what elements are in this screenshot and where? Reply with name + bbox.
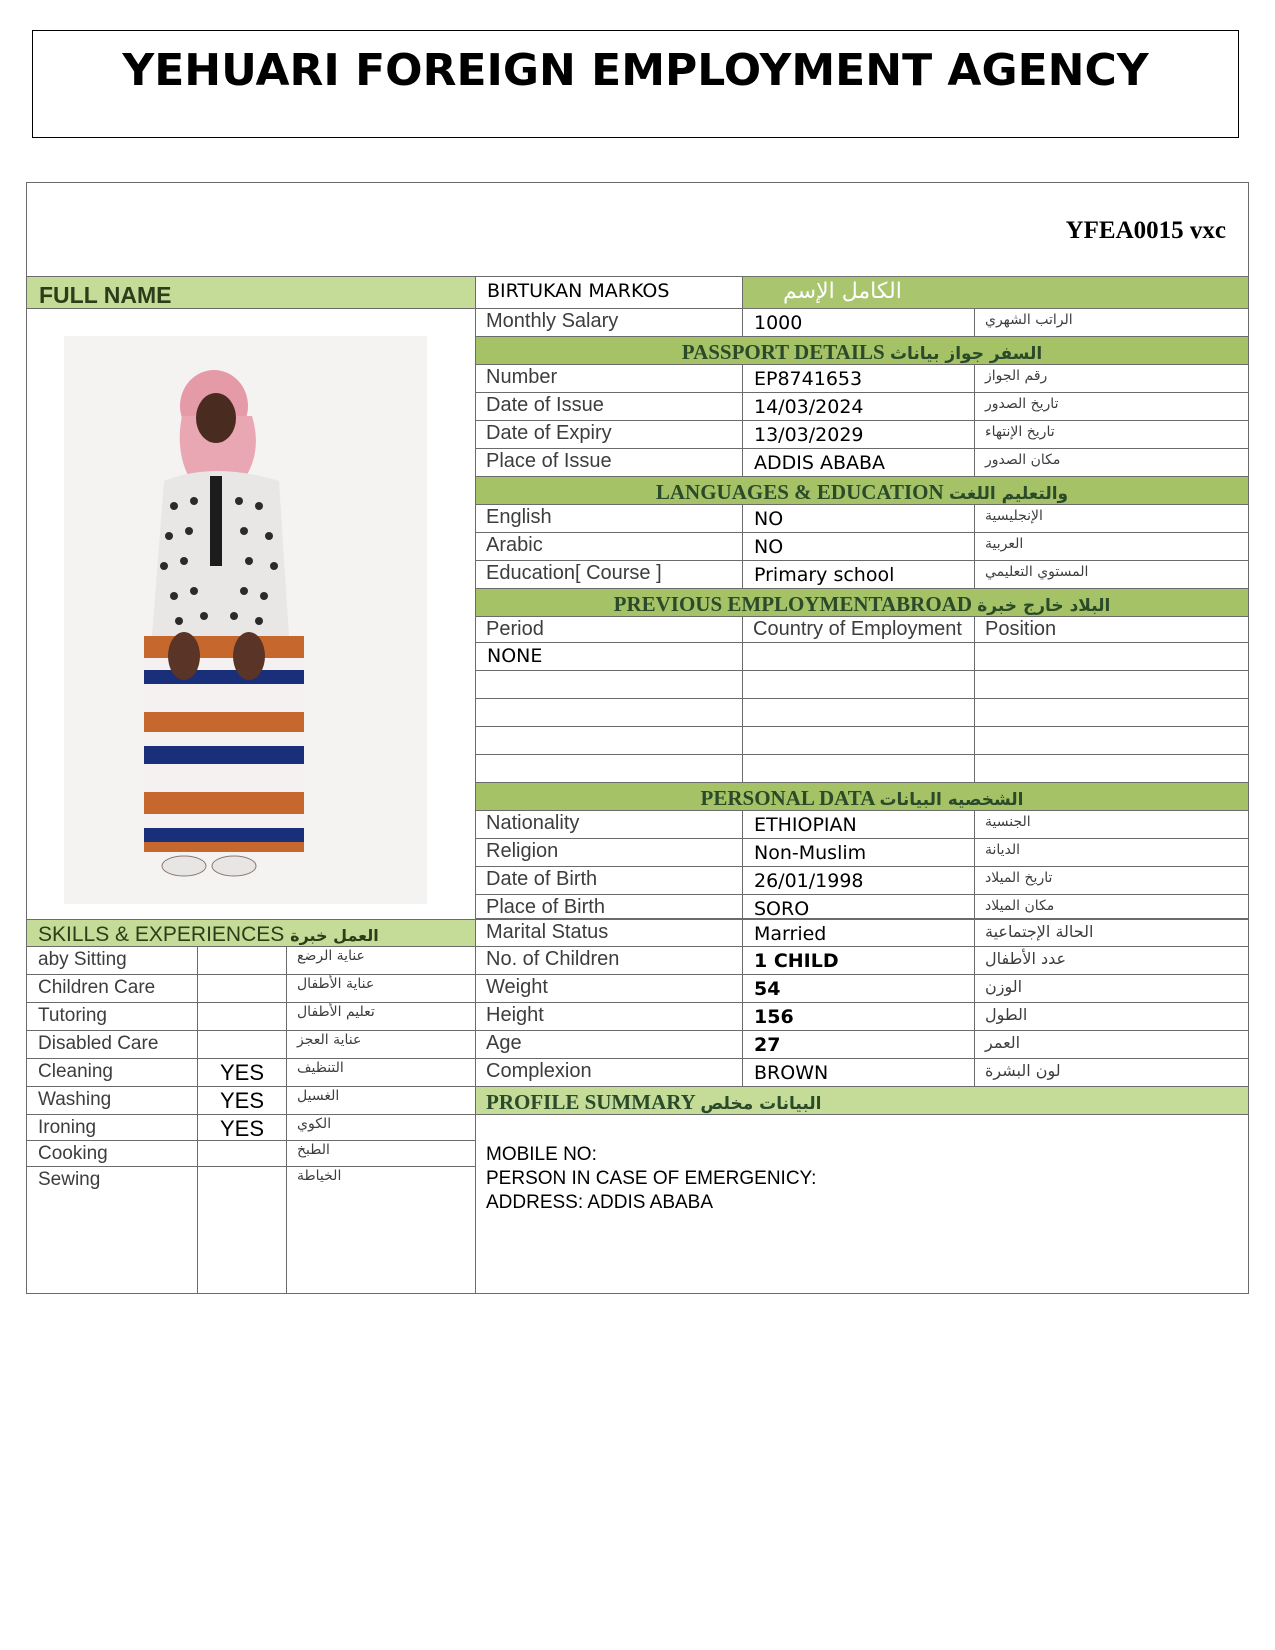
skill-tutoring-arabic: تعليم الأطفال: [287, 1003, 476, 1031]
skill-children-care-arabic: عناية الأطفال: [287, 975, 476, 1003]
personal-data-header-en: PERSONAL DATA: [700, 786, 875, 810]
languages-section-header: [476, 477, 1248, 505]
marital-status-label: Marital Status: [476, 919, 743, 947]
nationality-label: Nationality: [476, 811, 743, 839]
marital-status-value: Married: [743, 919, 975, 947]
date-of-birth-arabic: تاريخ الميلاد: [975, 867, 1248, 895]
employment-row-period: [476, 755, 743, 783]
skill-children-care-label: Children Care: [27, 975, 198, 1003]
passport-number-arabic: رقم الجواز: [975, 365, 1248, 393]
skill-sewing-value: [198, 1167, 287, 1293]
full-name-label: FULL NAME: [27, 276, 476, 309]
previous-employment-section-header: [476, 589, 1248, 617]
previous-employment-header-en: PREVIOUS EMPLOYMENTABROAD: [613, 592, 972, 616]
employment-row-period: NONE: [476, 643, 743, 671]
place-of-issue-label: Place of Issue: [476, 449, 743, 477]
passport-section-header: [476, 337, 1248, 365]
skill-cleaning-label: Cleaning: [27, 1059, 198, 1087]
employment-row-country: [743, 727, 975, 755]
employment-row-country: [743, 671, 975, 699]
profile-summary-body: [476, 1115, 1248, 1293]
employment-row-country: [743, 699, 975, 727]
skill-baby-sitting-label: aby Sitting: [27, 947, 198, 975]
skill-tutoring-value: [198, 1003, 287, 1031]
skills-header-en: SKILLS & EXPERIENCES: [38, 923, 285, 946]
monthly-salary-value: 1000: [743, 309, 975, 337]
place-of-birth-arabic: مكان الميلاد: [975, 895, 1248, 919]
full-name-value: BIRTUKAN MARKOS: [476, 276, 743, 309]
english-arabic: الإنجليسية: [975, 505, 1248, 533]
applicant-form: [26, 182, 1249, 1294]
profile-summary-header-ar: البيانات مخلص: [700, 1094, 822, 1114]
skill-sewing-arabic: الخياطة: [287, 1167, 476, 1293]
place-of-issue-value: ADDIS ABABA: [743, 449, 975, 477]
date-of-expiry-arabic: تاريخ الإنتهاء: [975, 421, 1248, 449]
place-of-birth-value: SORO: [743, 895, 975, 919]
age-value: 27: [743, 1031, 975, 1059]
date-of-expiry-value: 13/03/2029: [743, 421, 975, 449]
employment-row-period: [476, 671, 743, 699]
complexion-value: BROWN: [743, 1059, 975, 1087]
skill-cooking-value: [198, 1141, 287, 1167]
place-of-issue-arabic: مكان الصدور: [975, 449, 1248, 477]
employment-row-position: [975, 671, 1248, 699]
period-column-header: Period: [476, 617, 743, 643]
skill-children-care-value: [198, 975, 287, 1003]
date-of-birth-value: 26/01/1998: [743, 867, 975, 895]
children-count-arabic: عدد الأطفال: [975, 947, 1248, 975]
passport-header-en: PASSPORT DETAILS: [681, 340, 885, 364]
marital-status-arabic: الحالة الإجتماعية: [975, 919, 1248, 947]
employment-row-period: [476, 727, 743, 755]
passport-number-label: Number: [476, 365, 743, 393]
applicant-photo-figure: [64, 336, 427, 904]
date-of-issue-arabic: تاريخ الصدور: [975, 393, 1248, 421]
skill-cleaning-value: YES: [198, 1059, 287, 1087]
skill-washing-arabic: الغسيل: [287, 1087, 476, 1115]
languages-header-en: LANGUAGES & EDUCATION: [655, 480, 944, 504]
employment-row-position: [975, 699, 1248, 727]
skill-ironing-arabic: الكوي: [287, 1115, 476, 1141]
skill-ironing-value: YES: [198, 1115, 287, 1141]
complexion-label: Complexion: [476, 1059, 743, 1087]
children-count-value: 1 CHILD: [743, 947, 975, 975]
weight-label: Weight: [476, 975, 743, 1003]
address-line: ADDRESS: ADDIS ABABA: [486, 1192, 714, 1213]
date-of-issue-label: Date of Issue: [476, 393, 743, 421]
height-arabic: الطول: [975, 1003, 1248, 1031]
height-value: 156: [743, 1003, 975, 1031]
skill-cooking-label: Cooking: [27, 1141, 198, 1167]
skill-disabled-care-label: Disabled Care: [27, 1031, 198, 1059]
skill-cooking-arabic: الطبخ: [287, 1141, 476, 1167]
reference-code: YFEA0015 vxc: [1065, 217, 1226, 244]
skill-washing-value: YES: [198, 1087, 287, 1115]
religion-label: Religion: [476, 839, 743, 867]
arabic-value: NO: [743, 533, 975, 561]
agency-header: [32, 30, 1239, 138]
personal-data-header-ar: الشخصيه البيانات: [879, 790, 1024, 810]
employment-row-country: [743, 755, 975, 783]
skill-ironing-label: Ironing: [27, 1115, 198, 1141]
skill-disabled-care-arabic: عناية العجز: [287, 1031, 476, 1059]
profile-summary-header-en: PROFILE SUMMARY: [486, 1090, 696, 1114]
age-arabic: العمر: [975, 1031, 1248, 1059]
agency-name: YEHUARI FOREIGN EMPLOYMENT AGENCY: [122, 45, 1149, 96]
date-of-expiry-label: Date of Expiry: [476, 421, 743, 449]
nationality-value: ETHIOPIAN: [743, 811, 975, 839]
languages-header-ar: والتعليم اللغت: [948, 484, 1069, 504]
nationality-arabic: الجنسية: [975, 811, 1248, 839]
complexion-arabic: لون البشرة: [975, 1059, 1248, 1087]
employment-row-country: [743, 643, 975, 671]
employment-row-period: [476, 699, 743, 727]
monthly-salary-arabic-label: الراتب الشهري: [975, 309, 1248, 337]
passport-number-value: EP8741653: [743, 365, 975, 393]
position-column-header: Position: [975, 617, 1248, 643]
english-label: English: [476, 505, 743, 533]
arabic-arabic: العربية: [975, 533, 1248, 561]
religion-arabic: الديانة: [975, 839, 1248, 867]
employment-row-position: [975, 727, 1248, 755]
english-value: NO: [743, 505, 975, 533]
skill-cleaning-arabic: التنظيف: [287, 1059, 476, 1087]
emergency-contact-line: PERSON IN CASE OF EMERGENICY:: [486, 1168, 817, 1189]
place-of-birth-label: Place of Birth: [476, 895, 743, 919]
height-label: Height: [476, 1003, 743, 1031]
full-name-arabic-label: الكامل الإسم: [743, 276, 1248, 309]
religion-value: Non-Muslim: [743, 839, 975, 867]
monthly-salary-label: Monthly Salary: [476, 309, 743, 337]
skills-section-header: [27, 919, 476, 947]
employment-row-position: [975, 755, 1248, 783]
passport-header-ar: السفر جواز بياناث: [889, 344, 1043, 364]
mobile-number-line: MOBILE NO:: [486, 1144, 597, 1165]
weight-value: 54: [743, 975, 975, 1003]
previous-employment-header-ar: البلاد خارج خبرة: [977, 596, 1111, 616]
education-value: Primary school: [743, 561, 975, 589]
skill-disabled-care-value: [198, 1031, 287, 1059]
skills-header-ar: العمل خبرة: [290, 926, 379, 945]
applicant-photo: [64, 336, 427, 904]
skill-washing-label: Washing: [27, 1087, 198, 1115]
skill-sewing-label: Sewing: [27, 1167, 198, 1293]
education-arabic: المستوي التعليمي: [975, 561, 1248, 589]
skill-baby-sitting-value: [198, 947, 287, 975]
skill-baby-sitting-arabic: عناية الرضع: [287, 947, 476, 975]
arabic-label: Arabic: [476, 533, 743, 561]
employment-row-position: [975, 643, 1248, 671]
children-count-label: No. of Children: [476, 947, 743, 975]
date-of-birth-label: Date of Birth: [476, 867, 743, 895]
country-column-header: Country of Employment: [743, 617, 975, 643]
education-label: Education[ Course ]: [476, 561, 743, 589]
profile-summary-section-header: [476, 1087, 1248, 1115]
personal-data-section-header: [476, 783, 1248, 811]
date-of-issue-value: 14/03/2024: [743, 393, 975, 421]
age-label: Age: [476, 1031, 743, 1059]
weight-arabic: الوزن: [975, 975, 1248, 1003]
skill-tutoring-label: Tutoring: [27, 1003, 198, 1031]
